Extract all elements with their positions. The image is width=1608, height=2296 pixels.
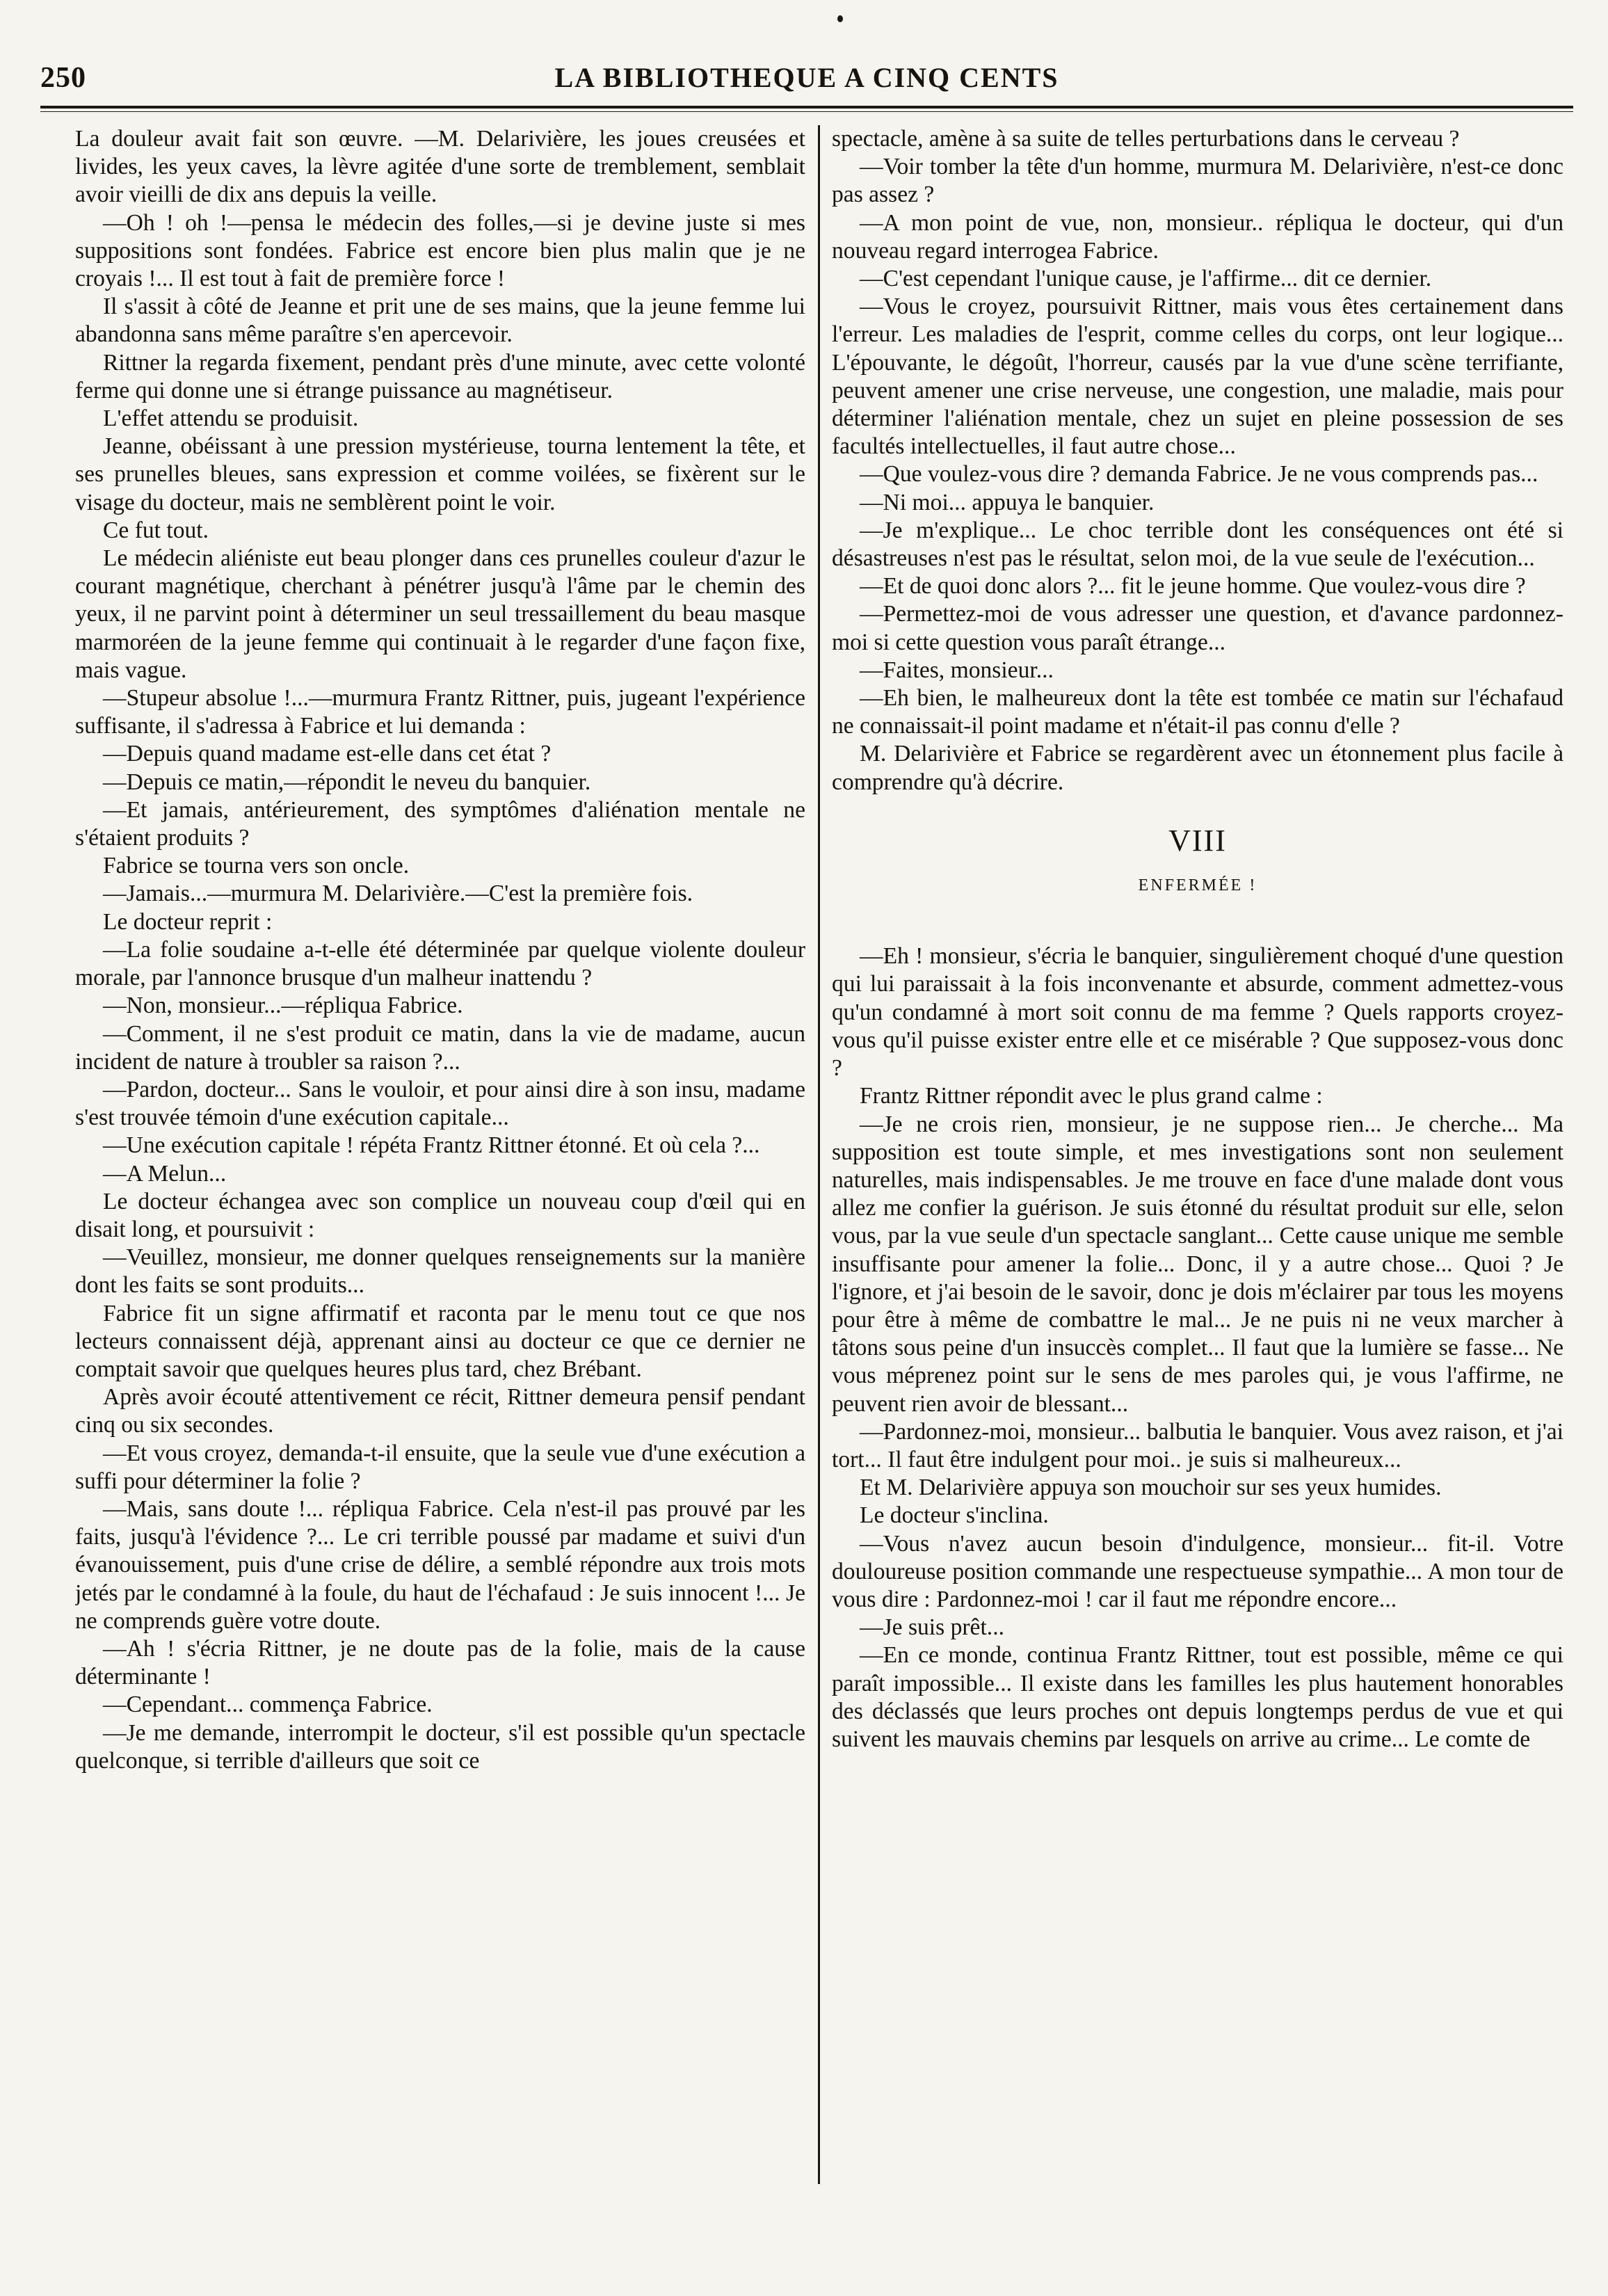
left-column [75,125,805,2267]
paragraph: —Que voulez-vous dire ? demanda Fabrice. Je ne vous comprends pas... [860,461,1538,488]
header-rule-thin [40,111,1573,112]
paragraph: —Et jamais, antérieurement, des symptômes d'aliénation mentale ne s'étaient produits ? [75,796,805,851]
paragraph: —Voir tomber la tête d'un homme, murmura M. Delarivière, n'est-ce donc pas assez ? [832,154,1563,208]
paragraph: —Vous n'avez aucun besoin d'indulgence, monsieur... fit-il. Votre douloureuse position commande une respectueuse sympathie... A mon tour de vous dire : Pardonnez-moi ! car il faut me répondre encore... [832,1530,1563,1612]
paragraph: Fabrice se tourna vers son oncle. [103,853,410,879]
paragraph: spectacle, amène à sa suite de telles perturbations dans le cerveau ? [832,126,1460,152]
chapter-number: VIII [1168,823,1227,858]
paragraph: —Cependant... commença Fabrice. [103,1692,433,1718]
header-rule [40,106,1573,109]
paragraph: Après avoir écouté attentivement ce récit, Rittner demeura pensif pendant cinq ou six secondes. [75,1384,805,1438]
paragraph: —A Melun... [103,1160,227,1187]
paragraph: —Depuis quand madame est-elle dans cet état ? [103,741,552,767]
paragraph: Il s'assit à côté de Jeanne et prit une de ses mains, que la jeune femme lui abandonna sans même paraître s'en apercevoir. [75,294,805,348]
paragraph: Le docteur échangea avec son complice un nouveau coup d'œil qui en disait long, et poursuivit : [75,1188,805,1242]
chapter-title: ENFERMÉE ! [1138,876,1257,895]
paragraph: —Veuillez, monsieur, me donner quelques renseignements sur la manière dont les faits se sont produits... [75,1244,805,1299]
print-speck [837,15,843,22]
paragraph: Frantz Rittner répondit avec le plus grand calme : [860,1083,1323,1109]
paragraph: —La folie soudaine a-t-elle été déterminée par quelque violente douleur morale, par l'annonce brusque d'un malheur inattendu ? [75,936,805,991]
paragraph: —En ce monde, continua Frantz Rittner, tout est possible, même ce qui paraît impossible... Il existe dans les familles les plus hautement honorables des déclassés que leurs proches ont depuis longtemps perdus de vue et qui suivent les mauvais chemins par lesquels on arrive au crime... Le comte de [832,1642,1563,1752]
page-number: 250 [40,62,86,94]
paragraph: Le docteur reprit : [103,908,273,935]
paragraph: La douleur avait fait son œuvre. —M. Delarivière, les joues creusées et livides, les yeux caves, la lèvre agitée d'une sorte de tremblement, semblait avoir vieilli de dix ans depuis la veille. [75,126,805,208]
paragraph: —Depuis ce matin,—répondit le neveu du banquier. [103,769,591,795]
paragraph: —A mon point de vue, non, monsieur.. répliqua le docteur, qui d'un nouveau regard interrogea Fabrice. [832,209,1563,264]
paragraph: —Je m'explique... Le choc terrible dont les conséquences ont été si désastreuses n'est pas le résultat, selon moi, de la vue seule de l'exécution... [832,517,1563,572]
paragraph: —Eh ! monsieur, s'écria le banquier, singulièrement choqué d'une question qui lui paraissait à la fois inconvenante et absurde, comment admettez-vous qu'un condamné à mort soit connu de ma femme ? Quels rapports croyez-vous qu'il puisse exister entre elle et ce misérable ? Que supposez-vous donc ? [832,943,1563,1082]
paragraph: —Permettez-moi de vous adresser une question, et d'avance pardonnez-moi si cette question vous paraît étrange... [832,601,1563,655]
paragraph: Jeanne, obéissant à une pression mystérieuse, tourna lentement la tête, et ses prunelles bleues, sans expression et comme voilées, se fixèrent sur le visage du docteur, mais ne semblèrent point le voir. [75,433,805,515]
paragraph: Le médecin aliéniste eut beau plonger dans ces prunelles couleur d'azur le courant magnétique, cherchant à pénétrer jusqu'à l'âme par le chemin des yeux, il ne parvint point à déterminer un seul tressaillement du beau masque marmoréen de la jeune femme qui continuait à le regarder d'une façon fixe, mais vague. [75,545,805,683]
paragraph: —Pardon, docteur... Sans le vouloir, et pour ainsi dire à son insu, madame s'est trouvée témoin d'une exécution capitale... [75,1076,805,1131]
paragraph: M. Delarivière et Fabrice se regardèrent avec un étonnement plus facile à comprendre qu'à décrire. [832,741,1563,795]
running-title: LA BIBLIOTHEQUE A CINQ CENTS [554,62,1059,93]
paragraph: —Non, monsieur...—répliqua Fabrice. [103,993,463,1019]
paragraph: Le docteur s'inclina. [860,1502,1049,1529]
paragraph: —Eh bien, le malheureux dont la tête est tombée ce matin sur l'échafaud ne connaissait-il point madame et n'était-il pas connu d'elle ? [832,685,1563,739]
paragraph: Ce fut tout. [103,517,209,543]
paragraph: —Oh ! oh !—pensa le médecin des folles,—si je devine juste si mes suppositions sont fondées. Fabrice est encore bien plus malin que je ne croyais !... Il est tout à fait de première force ! [75,209,805,292]
paragraph: —Une exécution capitale ! répéta Frantz Rittner étonné. Et où cela ?... [103,1132,760,1159]
paragraph: —Comment, il ne s'est produit ce matin, dans la vie de madame, aucun incident de nature à troubler sa raison ?... [75,1020,805,1075]
page-header [40,58,1573,100]
paragraph: —Je suis prêt... [860,1614,1004,1641]
paragraph: Fabrice fit un signe affirmatif et raconta par le menu tout ce que nos lecteurs connaissent déjà, apprenant ainsi au docteur ce que ce dernier ne comptait savoir que quelques heures plus tard, chez Brébant. [75,1300,805,1382]
paragraph: —C'est cependant l'unique cause, je l'affirme... dit ce dernier. [860,266,1432,292]
paragraph: —Et de quoi donc alors ?... fit le jeune homme. Que voulez-vous dire ? [860,573,1526,600]
paragraph: L'effet attendu se produisit. [103,406,359,432]
paragraph: —Stupeur absolue !...—murmura Frantz Rittner, puis, jugeant l'expérience suffisante, il s'adressa à Fabrice et lui demanda : [75,685,805,739]
paragraph: —Ah ! s'écria Rittner, je ne doute pas de la folie, mais de la cause déterminante ! [75,1635,805,1690]
paragraph: —Et vous croyez, demanda-t-il ensuite, que la seule vue d'une exécution a suffi pour déterminer la folie ? [75,1440,805,1494]
paragraph: Et M. Delarivière appuya son mouchoir sur ses yeux humides. [860,1475,1442,1501]
paragraph: —Jamais...—murmura M. Delarivière.—C'est la première fois. [103,881,693,907]
paragraph: —Mais, sans doute !... répliqua Fabrice. Cela n'est-il pas prouvé par les faits, jusqu'à l'évidence ?... Le cri terrible poussé par madame et suivi d'un évanouissement, puis d'une crise de délire, a semblé répondre aux trois mots jetés par le condamné à la foule, du haut de l'échafaud : Je suis innocent !... Je ne comprends guère votre doute. [75,1495,805,1634]
right-column [832,125,1563,2267]
paragraph: —Faites, monsieur... [860,657,1054,683]
paragraph: —Pardonnez-moi, monsieur... balbutia le banquier. Vous avez raison, et j'ai tort... Il faut être indulgent pour moi.. je suis si malheureux... [832,1418,1563,1472]
paragraph: —Je me demande, interrompit le docteur, s'il est possible qu'un spectacle quelconque, si terrible d'ailleurs que soit ce [75,1719,805,1774]
paragraph: —Vous le croyez, poursuivit Rittner, mais vous êtes certainement dans l'erreur. Les maladies de l'esprit, comme celles du corps, ont leur logique... L'épouvante, le dégoût, l'horreur, causés par la vue d'une scène terrifiante, peuvent amener une crise nerveuse, une congestion, une maladie, mais pour déterminer l'aliénation mentale, chez un sujet en pleine possession de ses facultés intellectuelles, il faut autre chose... [832,294,1563,460]
paragraph: —Je ne crois rien, monsieur, je ne suppose rien... Je cherche... Ma supposition est toute simple, et mes investigations sont non seulement naturelles, mais indispensables. Je me trouve en face d'une malade dont vous allez me confier la guérison. Je suis étonné du résultat produit sur elle, selon vous, par la vue seule d'un spectacle sanglant... Cette cause unique me semble insuffisante pour amener la folie... Donc, il y a autre chose... Quoi ? Je l'ignore, et j'ai besoin de le savoir, donc je dois m'éclairer par tous les moyens pour être à même de combattre le mal... Je ne puis ni ne veux marcher à tâtons sous peine d'un insuccès complet... Il faut que la lumière se fasse... Ne vous méprenez point sur le sens de mes paroles qui, je vous l'affirme, ne peuvent rien avoir de blessant... [832,1111,1563,1417]
paragraph: —Ni moi... appuya le banquier. [860,489,1155,515]
paragraph: Rittner la regarda fixement, pendant près d'une minute, avec cette volonté ferme qui donne une si étrange puissance au magnétiseur. [75,349,805,403]
column-divider [818,125,820,2184]
